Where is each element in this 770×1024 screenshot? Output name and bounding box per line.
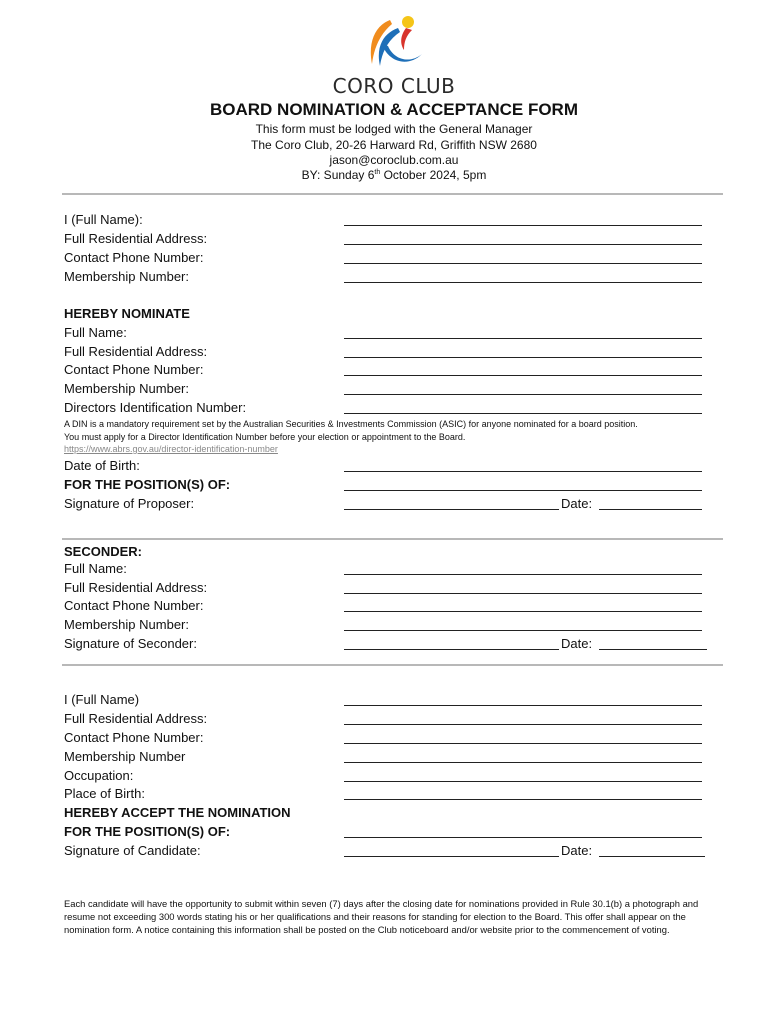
accept-heading-row <box>64 805 709 824</box>
coro-club-logo <box>330 14 460 98</box>
nominee-address-field[interactable] <box>344 344 702 358</box>
field-label: Signature of Candidate: <box>64 843 201 858</box>
seconder-membership-row <box>64 617 709 636</box>
nominator-phone-row <box>64 250 709 269</box>
nominate-heading-row <box>64 306 709 325</box>
section-divider <box>62 538 723 540</box>
proposer-signature-row <box>64 496 709 515</box>
field-label: Full Residential Address: <box>64 580 208 595</box>
candidate-date-field[interactable] <box>599 843 705 857</box>
field-label: Full Name: <box>64 561 127 576</box>
lodge-instruction: This form must be lodged with the General Manager <box>255 122 533 136</box>
nominee-position-row <box>64 477 709 496</box>
footer-note: Each candidate will have the opportunity to submit within seven (7) days after the closing date for nominations provided in Rule 30.1(b) a photograph and resume not exceeding 300 words stating his or her qualifications and their reasons for standing for election to the Board. This offer shall appear on the nomination form. A notice containing this information shall be posted on the Club noticeboard and/or website prior to the commencement of voting. <box>64 898 699 935</box>
field-label: Contact Phone Number: <box>64 362 204 377</box>
din-note: A DIN is a mandatory requirement set by the Australian Securities & Investments Commission (ASIC) for anyone nominated for a board position. You must apply for a Director Identification Number before your election or appointment to the Board. https://www.abrs.gov.au/director-identification-number <box>64 418 714 456</box>
field-label: Full Name: <box>64 325 127 340</box>
field-label: Membership Number <box>64 749 186 764</box>
nominator-name-field[interactable] <box>344 212 702 226</box>
candidate-address-row <box>64 711 709 730</box>
coro-club-logo-mark <box>360 14 430 72</box>
accept-heading: HEREBY ACCEPT THE NOMINATION <box>64 805 291 820</box>
field-label: Membership Number: <box>64 381 189 396</box>
seconder-date-field[interactable] <box>599 636 707 650</box>
field-label: I (Full Name): <box>64 212 143 227</box>
seconder-signature-row <box>64 636 709 655</box>
section-divider <box>62 193 723 195</box>
candidate-birthplace-field[interactable] <box>344 786 702 800</box>
field-label: Contact Phone Number: <box>64 730 204 745</box>
candidate-birthplace-row <box>64 786 709 805</box>
nominee-din-field[interactable] <box>344 400 702 414</box>
nominator-phone-field[interactable] <box>344 250 702 264</box>
seconder-name-row <box>64 561 709 580</box>
logo-wordmark: CORO CLUB <box>332 74 456 98</box>
nominator-name-row <box>64 212 709 231</box>
field-label: Directors Identification Number: <box>64 400 247 415</box>
date-label: Date: <box>561 843 593 858</box>
deadline: BY: Sunday 6th October 2024, 5pm <box>301 168 487 182</box>
nominee-din-row <box>64 400 709 419</box>
candidate-name-row <box>64 692 709 711</box>
nominate-heading: HEREBY NOMINATE <box>64 306 190 321</box>
nominator-address-field[interactable] <box>344 231 702 245</box>
field-label: Date of Birth: <box>64 458 140 473</box>
contact-email: jason@coroclub.com.au <box>329 153 459 167</box>
field-label: Membership Number: <box>64 269 189 284</box>
candidate-occupation-row <box>64 768 709 787</box>
candidate-phone-field[interactable] <box>344 730 702 744</box>
candidate-phone-row <box>64 730 709 749</box>
nominee-address-row <box>64 344 709 363</box>
nominee-phone-row <box>64 362 709 381</box>
field-label: Full Residential Address: <box>64 711 208 726</box>
candidate-occupation-field[interactable] <box>344 768 702 782</box>
field-label: FOR THE POSITION(S) OF: <box>64 477 231 492</box>
nominator-membership-row <box>64 269 709 288</box>
seconder-phone-field[interactable] <box>344 598 702 612</box>
proposer-date-field[interactable] <box>599 496 702 510</box>
seconder-signature-field[interactable] <box>344 636 559 650</box>
nominee-phone-field[interactable] <box>344 362 702 376</box>
field-label: Contact Phone Number: <box>64 250 204 265</box>
candidate-position-row <box>64 824 709 843</box>
field-label: Full Residential Address: <box>64 231 208 246</box>
candidate-address-field[interactable] <box>344 711 702 725</box>
seconder-address-field[interactable] <box>344 580 702 594</box>
field-label: Signature of Seconder: <box>64 636 197 651</box>
field-label: Membership Number: <box>64 617 189 632</box>
field-label: FOR THE POSITION(S) OF: <box>64 824 231 839</box>
candidate-membership-row <box>64 749 709 768</box>
club-address: The Coro Club, 20-26 Harward Rd, Griffith NSW 2680 <box>251 138 537 152</box>
din-link[interactable]: https://www.abrs.gov.au/director-identification-number <box>64 444 278 454</box>
page-title: BOARD NOMINATION & ACCEPTANCE FORM <box>210 100 578 119</box>
nominee-dob-row <box>64 458 709 477</box>
nominator-address-row <box>64 231 709 250</box>
date-label: Date: <box>561 636 593 651</box>
nominator-membership-field[interactable] <box>344 269 702 283</box>
candidate-signature-field[interactable] <box>344 843 559 857</box>
field-label: Occupation: <box>64 768 134 783</box>
nominee-dob-field[interactable] <box>344 458 702 472</box>
nominee-membership-row <box>64 381 709 400</box>
proposer-signature-field[interactable] <box>344 496 559 510</box>
seconder-membership-field[interactable] <box>344 617 702 631</box>
nominee-name-row <box>64 325 709 344</box>
seconder-name-field[interactable] <box>344 561 702 575</box>
candidate-signature-row <box>64 843 709 862</box>
field-label: Place of Birth: <box>64 786 145 801</box>
nominee-membership-field[interactable] <box>344 381 702 395</box>
candidate-name-field[interactable] <box>344 692 702 706</box>
nominee-position-field[interactable] <box>344 477 702 491</box>
field-label: Full Residential Address: <box>64 344 208 359</box>
field-label: Signature of Proposer: <box>64 496 195 511</box>
candidate-position-field[interactable] <box>344 824 702 838</box>
nominee-name-field[interactable] <box>344 325 702 339</box>
field-label: I (Full Name) <box>64 692 140 707</box>
date-label: Date: <box>561 496 593 511</box>
seconder-heading: SECONDER: <box>64 544 143 559</box>
section-divider <box>62 664 723 666</box>
candidate-membership-field[interactable] <box>344 749 702 763</box>
seconder-address-row <box>64 580 709 599</box>
field-label: Contact Phone Number: <box>64 598 204 613</box>
seconder-phone-row <box>64 598 709 617</box>
